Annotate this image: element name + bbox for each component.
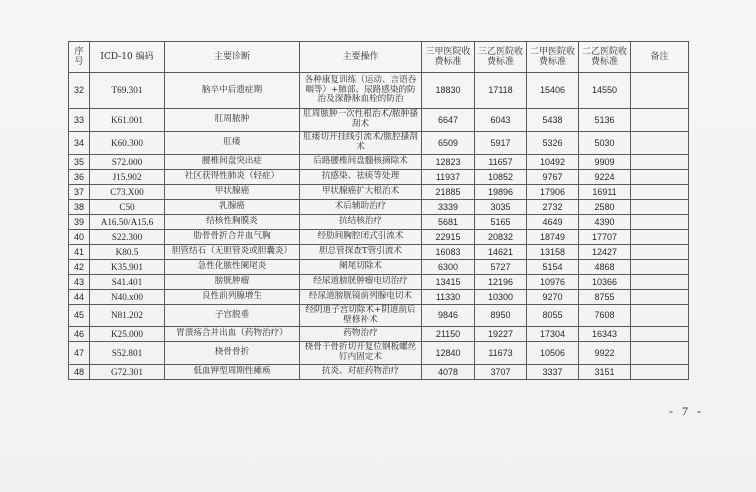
cell-a: 21150 bbox=[422, 327, 475, 342]
cell-note bbox=[631, 215, 689, 230]
cell-diag: 肋骨骨折合并血气胸 bbox=[165, 230, 300, 245]
cell-code: K80.5 bbox=[90, 245, 165, 260]
cell-b: 6043 bbox=[475, 109, 527, 132]
cell-b: 5917 bbox=[475, 132, 527, 155]
cell-no: 33 bbox=[69, 109, 90, 132]
cell-no: 39 bbox=[69, 215, 90, 230]
cell-note bbox=[631, 305, 689, 327]
cell-c: 10506 bbox=[527, 342, 579, 365]
cell-op: 经肋间胸腔闭式引流术 bbox=[300, 230, 422, 245]
cell-c: 5154 bbox=[527, 260, 579, 275]
cell-b: 5165 bbox=[475, 215, 527, 230]
cell-code: N40.x00 bbox=[90, 290, 165, 305]
cell-d: 12427 bbox=[579, 245, 631, 260]
cell-diag: 桡骨骨折 bbox=[165, 342, 300, 365]
cell-c: 9270 bbox=[527, 290, 579, 305]
table-row bbox=[69, 155, 689, 170]
cell-op: 肛周脓肿一次性根治术/脓肿搔刮术 bbox=[300, 109, 422, 132]
cell-no: 42 bbox=[69, 260, 90, 275]
cell-note bbox=[631, 109, 689, 132]
cell-b: 11673 bbox=[475, 342, 527, 365]
column-header: 序号 bbox=[69, 42, 90, 73]
table-row bbox=[69, 245, 689, 260]
cell-code: S52.801 bbox=[90, 342, 165, 365]
cell-op: 各种康复训练（运动、言语吞咽等）+肺部、尿路感染的防治及深静脉血栓的防治 bbox=[300, 73, 422, 109]
cell-c: 2732 bbox=[527, 200, 579, 215]
cell-b: 5727 bbox=[475, 260, 527, 275]
table-row bbox=[69, 290, 689, 305]
cell-d: 14550 bbox=[579, 73, 631, 109]
cell-a: 11937 bbox=[422, 170, 475, 185]
table-body bbox=[69, 73, 689, 380]
column-header: 二乙医院收费标准 bbox=[579, 42, 631, 73]
cell-diag: 腰椎间盘突出症 bbox=[165, 155, 300, 170]
cell-diag: 胆管结石（无胆管炎或胆囊炎） bbox=[165, 245, 300, 260]
table-row bbox=[69, 305, 689, 327]
cell-note bbox=[631, 155, 689, 170]
cell-note bbox=[631, 170, 689, 185]
cell-op: 经尿道膀胱肿瘤电切治疗 bbox=[300, 275, 422, 290]
column-header: 备注 bbox=[631, 42, 689, 73]
table-row bbox=[69, 260, 689, 275]
cell-b: 10300 bbox=[475, 290, 527, 305]
cell-code: J15.902 bbox=[90, 170, 165, 185]
cell-a: 3339 bbox=[422, 200, 475, 215]
cell-diag: 社区获得性肺炎（轻症） bbox=[165, 170, 300, 185]
cell-no: 45 bbox=[69, 305, 90, 327]
cell-op: 甲状腺癌扩大根治术 bbox=[300, 185, 422, 200]
cell-c: 4649 bbox=[527, 215, 579, 230]
cell-op: 抗感染、祛痰等处理 bbox=[300, 170, 422, 185]
cell-a: 22915 bbox=[422, 230, 475, 245]
cell-code: T69.301 bbox=[90, 73, 165, 109]
cell-a: 11330 bbox=[422, 290, 475, 305]
cell-diag: 肛周脓肿 bbox=[165, 109, 300, 132]
fee-standard-table bbox=[68, 41, 689, 380]
cell-op: 阑尾切除术 bbox=[300, 260, 422, 275]
cell-c: 8055 bbox=[527, 305, 579, 327]
cell-code: K25.000 bbox=[90, 327, 165, 342]
cell-a: 12823 bbox=[422, 155, 475, 170]
cell-no: 46 bbox=[69, 327, 90, 342]
cell-op: 后路腰椎间盘髓核摘除术 bbox=[300, 155, 422, 170]
cell-op: 抗结核治疗 bbox=[300, 215, 422, 230]
cell-note bbox=[631, 230, 689, 245]
cell-note bbox=[631, 200, 689, 215]
cell-c: 10492 bbox=[527, 155, 579, 170]
cell-no: 41 bbox=[69, 245, 90, 260]
table-row bbox=[69, 109, 689, 132]
cell-code: G72.301 bbox=[90, 365, 165, 380]
cell-op: 术后辅助治疗 bbox=[300, 200, 422, 215]
cell-code: N81.202 bbox=[90, 305, 165, 327]
cell-a: 4078 bbox=[422, 365, 475, 380]
cell-code: C50 bbox=[90, 200, 165, 215]
cell-note bbox=[631, 290, 689, 305]
cell-d: 4868 bbox=[579, 260, 631, 275]
cell-no: 34 bbox=[69, 132, 90, 155]
cell-note bbox=[631, 327, 689, 342]
cell-c: 10976 bbox=[527, 275, 579, 290]
cell-diag: 结核性胸膜炎 bbox=[165, 215, 300, 230]
cell-no: 44 bbox=[69, 290, 90, 305]
cell-diag: 乳腺癌 bbox=[165, 200, 300, 215]
cell-b: 11657 bbox=[475, 155, 527, 170]
cell-c: 13158 bbox=[527, 245, 579, 260]
cell-c: 15406 bbox=[527, 73, 579, 109]
table-row bbox=[69, 342, 689, 365]
cell-d: 16343 bbox=[579, 327, 631, 342]
table-row bbox=[69, 327, 689, 342]
cell-code: S72.000 bbox=[90, 155, 165, 170]
cell-no: 32 bbox=[69, 73, 90, 109]
cell-b: 3707 bbox=[475, 365, 527, 380]
table-row bbox=[69, 132, 689, 155]
cell-c: 17304 bbox=[527, 327, 579, 342]
cell-d: 3151 bbox=[579, 365, 631, 380]
table-row bbox=[69, 73, 689, 109]
cell-note bbox=[631, 185, 689, 200]
cell-a: 16083 bbox=[422, 245, 475, 260]
cell-note bbox=[631, 342, 689, 365]
cell-d: 5030 bbox=[579, 132, 631, 155]
cell-diag: 急性化脓性阑尾炎 bbox=[165, 260, 300, 275]
cell-code: A16.50/A15.6 bbox=[90, 215, 165, 230]
cell-code: K60.300 bbox=[90, 132, 165, 155]
cell-d: 8755 bbox=[579, 290, 631, 305]
cell-diag: 膀胱肿瘤 bbox=[165, 275, 300, 290]
cell-c: 18749 bbox=[527, 230, 579, 245]
cell-op: 经尿道膀胱镜前列腺电切术 bbox=[300, 290, 422, 305]
cell-note bbox=[631, 245, 689, 260]
cell-c: 5438 bbox=[527, 109, 579, 132]
cell-op: 药物治疗 bbox=[300, 327, 422, 342]
cell-diag: 低血钾型周期性瘫痪 bbox=[165, 365, 300, 380]
cell-note bbox=[631, 73, 689, 109]
cell-op: 胆总管探查T管引流术 bbox=[300, 245, 422, 260]
column-header: 三乙医院收费标准 bbox=[475, 42, 527, 73]
table-header-row bbox=[69, 42, 689, 73]
cell-a: 13415 bbox=[422, 275, 475, 290]
cell-d: 5136 bbox=[579, 109, 631, 132]
cell-b: 3035 bbox=[475, 200, 527, 215]
cell-d: 4390 bbox=[579, 215, 631, 230]
cell-c: 3337 bbox=[527, 365, 579, 380]
cell-code: C73.X00 bbox=[90, 185, 165, 200]
cell-b: 12196 bbox=[475, 275, 527, 290]
cell-b: 17118 bbox=[475, 73, 527, 109]
cell-diag: 肛瘘 bbox=[165, 132, 300, 155]
cell-d: 17707 bbox=[579, 230, 631, 245]
cell-code: K61.001 bbox=[90, 109, 165, 132]
page-number: - 7 - bbox=[669, 404, 704, 418]
cell-d: 10366 bbox=[579, 275, 631, 290]
cell-a: 18830 bbox=[422, 73, 475, 109]
cell-a: 12840 bbox=[422, 342, 475, 365]
cell-a: 6300 bbox=[422, 260, 475, 275]
cell-d: 2580 bbox=[579, 200, 631, 215]
cell-a: 6647 bbox=[422, 109, 475, 132]
cell-d: 7608 bbox=[579, 305, 631, 327]
cell-c: 17906 bbox=[527, 185, 579, 200]
cell-d: 9922 bbox=[579, 342, 631, 365]
cell-no: 40 bbox=[69, 230, 90, 245]
column-header: ICD-10 编码 bbox=[90, 42, 165, 73]
cell-no: 43 bbox=[69, 275, 90, 290]
cell-diag: 良性前列腺增生 bbox=[165, 290, 300, 305]
cell-c: 9767 bbox=[527, 170, 579, 185]
cell-d: 16911 bbox=[579, 185, 631, 200]
cell-diag: 脑卒中后遗症期 bbox=[165, 73, 300, 109]
cell-a: 6509 bbox=[422, 132, 475, 155]
cell-code: K35.901 bbox=[90, 260, 165, 275]
cell-a: 5681 bbox=[422, 215, 475, 230]
cell-note bbox=[631, 365, 689, 380]
table-row bbox=[69, 185, 689, 200]
column-header: 三甲医院收费标准 bbox=[422, 42, 475, 73]
cell-a: 9846 bbox=[422, 305, 475, 327]
column-header: 主要诊断 bbox=[165, 42, 300, 73]
cell-b: 20832 bbox=[475, 230, 527, 245]
cell-no: 36 bbox=[69, 170, 90, 185]
cell-note bbox=[631, 132, 689, 155]
cell-no: 48 bbox=[69, 365, 90, 380]
cell-note bbox=[631, 260, 689, 275]
table-row bbox=[69, 200, 689, 215]
cell-op: 抗炎、对症药物治疗 bbox=[300, 365, 422, 380]
cell-op: 桡骨干骨折切开复位钢板螺丝钉内固定术 bbox=[300, 342, 422, 365]
table-row bbox=[69, 170, 689, 185]
column-header: 主要操作 bbox=[300, 42, 422, 73]
cell-b: 10852 bbox=[475, 170, 527, 185]
table-row bbox=[69, 275, 689, 290]
cell-no: 38 bbox=[69, 200, 90, 215]
cell-a: 21885 bbox=[422, 185, 475, 200]
column-header: 二甲医院收费标准 bbox=[527, 42, 579, 73]
cell-no: 47 bbox=[69, 342, 90, 365]
table-row bbox=[69, 215, 689, 230]
cell-b: 19896 bbox=[475, 185, 527, 200]
cell-d: 9909 bbox=[579, 155, 631, 170]
table-row bbox=[69, 365, 689, 380]
cell-c: 5326 bbox=[527, 132, 579, 155]
cell-b: 8950 bbox=[475, 305, 527, 327]
cell-no: 37 bbox=[69, 185, 90, 200]
cell-op: 经阴道子宫切除术+阴道前后壁修补术 bbox=[300, 305, 422, 327]
cell-b: 14621 bbox=[475, 245, 527, 260]
cell-diag: 胃溃疡合并出血（药物治疗） bbox=[165, 327, 300, 342]
cell-code: S22.300 bbox=[90, 230, 165, 245]
cell-diag: 子宫脱垂 bbox=[165, 305, 300, 327]
cell-b: 19227 bbox=[475, 327, 527, 342]
cell-no: 35 bbox=[69, 155, 90, 170]
cell-note bbox=[631, 275, 689, 290]
cell-code: S41.401 bbox=[90, 275, 165, 290]
cell-d: 9224 bbox=[579, 170, 631, 185]
cell-diag: 甲状腺癌 bbox=[165, 185, 300, 200]
table-row bbox=[69, 230, 689, 245]
cell-op: 肛瘘切开挂线引流术/脓腔搔刮术 bbox=[300, 132, 422, 155]
